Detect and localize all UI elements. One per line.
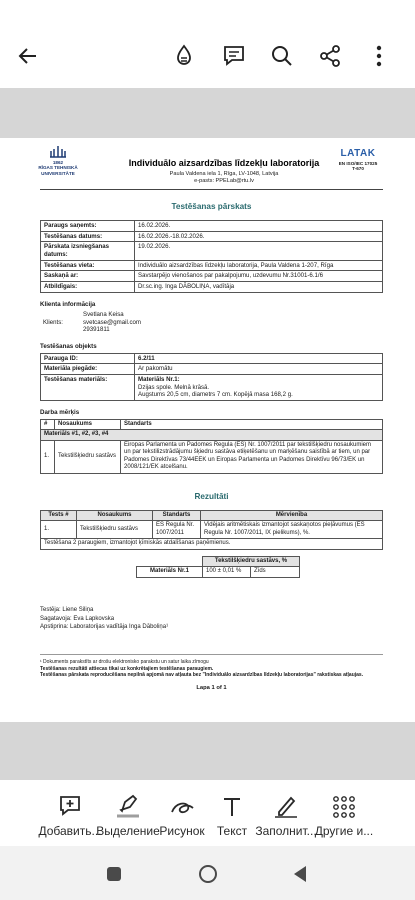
signature-tested: Testēja: Liene Siliņa xyxy=(40,606,94,613)
info-value: Individuālo aizsardzības līdzekļu laboratorija, Paula Valdena 1-207, Rīga xyxy=(135,260,383,271)
info-value: 16.02.2026. xyxy=(135,221,383,232)
table-row xyxy=(41,242,383,260)
client-section-title: Klienta informācija xyxy=(40,300,96,308)
table-row xyxy=(41,375,383,401)
composition-fiber: Zīds xyxy=(251,567,300,578)
info-key: Testēšanas vieta: xyxy=(41,260,135,271)
object-desc-1: Dzijas spole. Melnā krāsā. xyxy=(138,383,210,391)
results-unit: Vidējais aritmētiskais izmantojot saskaņotos pieļāvumus (ES Regula Nr. 1007/2011, IX pielikums), %. xyxy=(201,521,383,539)
results-header-std: Standarts xyxy=(153,510,201,521)
tool-label: Заполнит... xyxy=(255,824,317,838)
report-info-table xyxy=(40,220,383,292)
results-std: ES Regula Nr. 1007/2011 xyxy=(153,521,201,539)
lab-email: e-pasts: PPELab@rtu.lv xyxy=(194,178,254,185)
pdf-page[interactable] xyxy=(0,138,415,722)
info-value: 16.02.2026.-18.02.2026. xyxy=(135,231,383,242)
page-number: Lapa 1 of 1 xyxy=(196,685,227,692)
info-value: Savstarpējo vienošanos par pakalpojumu, uzdevumu Nr.31001-6.1/6 xyxy=(135,271,383,282)
object-desc-2: Augstums 20,5 cm, diametrs 7 cm. Kopējā masa 168,2 g. xyxy=(138,391,293,399)
object-value: Materiāls Nr.1: xyxy=(138,376,180,384)
object-value: 6.2/11 xyxy=(135,353,383,364)
info-key: Atbildīgais: xyxy=(41,281,135,292)
footnote-3: Testēšanas pārskata reproducēšana nepilnā apjomā nav atļauta bez "Individuālo aizsardzības līdzekļu laboratorijas" rakstiskas atļaujas. xyxy=(40,672,364,679)
lab-address: Paula Valdena iela 1, Rīga, LV-1048, Latvija xyxy=(169,171,279,178)
scope-section-title: Darba mērķis xyxy=(40,408,80,416)
tts-icon[interactable] xyxy=(166,38,202,74)
accreditation-logo xyxy=(331,148,385,172)
table-row xyxy=(41,221,383,232)
system-nav-bar xyxy=(0,846,415,900)
accreditation-standard: EN ISO/IEC 17025 xyxy=(338,160,378,166)
table-row xyxy=(41,260,383,271)
object-value: Ar pakomātu xyxy=(135,364,383,375)
table-row xyxy=(41,364,383,375)
tool-more[interactable] xyxy=(304,794,384,838)
scope-std: Eiropas Parlamenta un Padomes Regula (ES) Nr. 1007/2011 par tekstilšķiedru nosaukumiem un par tekstilizstrādājumu šķiedru sastāva etiķetēšanu un marķēšanu saistībā ar tiem, un par Padomes Direktīvas 73/44EEK un Eiropas Parlamenta un Padomes Direktīvu 96/73/EK un 2008/121/EK atcelšanu. xyxy=(121,440,383,473)
table-header-row xyxy=(41,419,383,430)
more-vertical-icon[interactable] xyxy=(361,38,397,74)
accreditation-number: T-670 xyxy=(352,166,364,172)
info-value: 19.02.2026. xyxy=(135,242,383,260)
client-name: Svetlana Keisa xyxy=(83,311,124,319)
home-icon[interactable] xyxy=(196,862,220,886)
search-icon[interactable] xyxy=(264,38,300,74)
rtu-logo-text: RĪGAS TEHNISKĀ UNIVERSITĀTE xyxy=(38,165,78,177)
signatures xyxy=(40,606,383,632)
recent-apps-icon[interactable] xyxy=(102,862,126,886)
table-row xyxy=(41,231,383,242)
latak-logo-text: LATAK xyxy=(340,148,376,159)
results-header-num: Tests # xyxy=(41,510,77,521)
table-row xyxy=(41,440,383,473)
table-row xyxy=(137,567,300,578)
scope-name: Tekstilšķiedru sastāvs xyxy=(55,440,121,473)
results-table xyxy=(40,510,383,550)
composition-material: Materiāls Nr.1 xyxy=(137,567,203,578)
table-row xyxy=(41,521,383,539)
footnote-2: Testēšanas rezultāti attiecas tikai uz konkrētajiem testēšanas paraugiem. xyxy=(40,665,214,672)
object-key: Testēšanas materiāls: xyxy=(41,375,135,401)
table-row xyxy=(41,539,383,550)
table-header-row xyxy=(41,510,383,521)
client-label: Klients: xyxy=(43,318,63,326)
viewer-gutter-bottom xyxy=(0,722,415,780)
scope-table xyxy=(40,419,383,474)
signature-prepared: Sagatavoja: Eva Lapkovska xyxy=(40,615,115,622)
results-title: Rezultāti xyxy=(194,491,229,501)
info-key: Pārskata izsniegšanas datums: xyxy=(41,242,135,260)
more-tools-icon xyxy=(304,794,384,818)
table-header-row xyxy=(137,556,300,567)
table-row xyxy=(41,430,383,441)
scope-num: 1. xyxy=(41,440,55,473)
scope-header-std: Standarts xyxy=(121,419,383,430)
composition-value: 100 ± 0,01 % xyxy=(203,567,251,578)
info-key: Paraugs saņemts: xyxy=(41,221,135,232)
info-key: Saskaņā ar: xyxy=(41,271,135,282)
rtu-logo xyxy=(38,144,78,177)
footnotes xyxy=(40,654,383,679)
scope-header-name: Nosaukums xyxy=(55,419,121,430)
object-key: Parauga ID: xyxy=(41,353,135,364)
rtu-logo-year: 1862 xyxy=(52,159,64,165)
info-value: Dr.sc.ing. Inga DĀBOLIŅA, vadītāja xyxy=(135,281,383,292)
results-header-name: Nosaukums xyxy=(77,510,153,521)
tool-label: Выделение xyxy=(96,824,160,838)
results-header-unit: Mērvienība xyxy=(201,510,383,521)
top-app-bar xyxy=(0,0,415,88)
share-icon[interactable] xyxy=(312,38,348,74)
object-section-title: Testēšanas objekts xyxy=(40,343,97,351)
report-title: Testēšanas pārskats xyxy=(171,202,252,211)
comment-icon[interactable] xyxy=(216,38,252,74)
results-name: Tekstilšķiedru sastāvs xyxy=(77,521,153,539)
results-num: 1. xyxy=(41,521,77,539)
back-arrow-icon[interactable] xyxy=(10,38,46,74)
tool-label: Другие и... xyxy=(314,824,374,838)
annotation-toolbar xyxy=(0,780,415,846)
tool-label: Добавить... xyxy=(38,824,102,838)
object-key: Materiāla piegāde: xyxy=(41,364,135,375)
client-phone: 29391811 xyxy=(83,326,110,334)
scope-header-num: # xyxy=(41,419,55,430)
viewer-gutter-top xyxy=(0,88,415,138)
document-header xyxy=(40,138,383,190)
footnote-1: ¹ Dokuments parakstīts ar drošu elektronisko parakstu un satur laika zīmogu xyxy=(40,658,209,665)
results-note: Testēšana 2 paraugiem, izmantojot ķīmiskās atdalīšanas paņēmienus. xyxy=(41,539,383,550)
lab-title: Individuālo aizsardzības līdzekļu laboratorija xyxy=(128,158,320,168)
table-row xyxy=(41,353,383,364)
tool-label: Рисунок xyxy=(159,824,205,838)
scope-group: Materiāls #1, #2, #3, #4 xyxy=(41,430,383,441)
object-table xyxy=(40,353,383,401)
tool-label: Текст xyxy=(216,824,248,838)
table-row xyxy=(40,310,383,335)
composition-table xyxy=(136,556,300,578)
back-nav-icon[interactable] xyxy=(288,862,312,886)
client-table xyxy=(40,310,383,335)
composition-header: Tekstilšķiedru sastāvs, % xyxy=(203,556,300,567)
info-key: Testēšanas datums: xyxy=(41,231,135,242)
signature-approved: Apstiprina: Laboratorijas vadītāja Inga Dāboliņa¹ xyxy=(40,624,169,631)
client-email: svetcase@gmail.com xyxy=(83,318,142,326)
table-row xyxy=(41,271,383,282)
table-row xyxy=(41,281,383,292)
